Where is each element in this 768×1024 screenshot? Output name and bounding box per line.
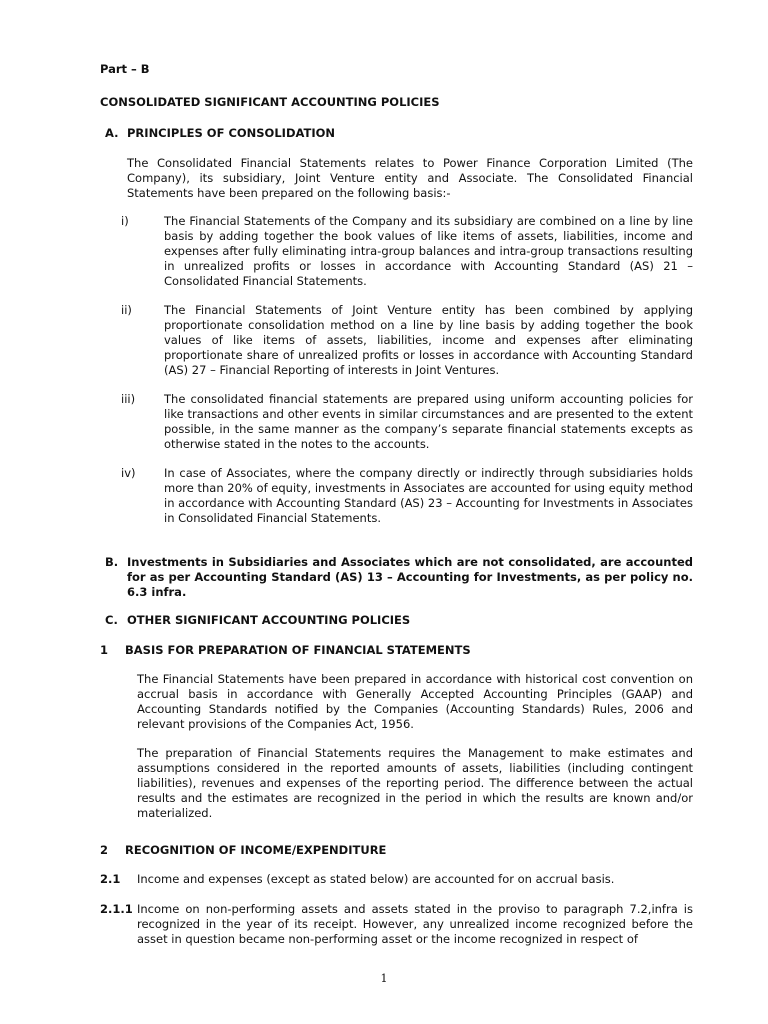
subsection-number: 2.1.1 <box>100 902 133 916</box>
section-c-marker: C. <box>105 613 118 627</box>
section-a-marker: A. <box>105 126 119 140</box>
list-item-text: In case of Associates, where the company directly or indirectly through subsidiaries holds more than 20% of equity, investments in Associates are accounted for using equity method in accordance with Accounting Standard (AS) 23 – Accounting for Investments in Associates in Consolidated Financial Statements. <box>164 466 693 525</box>
section-c-title: OTHER SIGNIFICANT ACCOUNTING POLICIES <box>127 613 411 627</box>
section-1-number: 1 <box>100 643 109 657</box>
subsection-number: 2.1 <box>100 872 121 886</box>
part-label: Part – B <box>100 62 150 76</box>
list-item-text: The Financial Statements of Joint Venture entity has been combined by applying proportionate consolidation method on a line by line basis by adding together the book values of like items of assets, liabilities, income and expenses after eliminating proportionate share of unrealized profits or losses in accordance with Accounting Standard (AS) 27 – Financial Reporting of interests in Joint Ventures. <box>164 303 693 377</box>
section-2-title: RECOGNITION OF INCOME/EXPENDITURE <box>125 843 387 857</box>
section-b-marker: B. <box>105 555 119 569</box>
section-a-intro: The Consolidated Financial Statements relates to Power Finance Corporation Limited (The Company), its subsidiary, Joint Venture entity and Associate. The Consolidated Financial Statements have been prepared on the following basis:- <box>127 156 693 200</box>
page-number: 1 <box>380 972 388 985</box>
section-1-paragraph-2: The preparation of Financial Statements requires the Management to make estimates and assumptions considered in the reported amounts of assets, liabilities (including contingent liabilities), revenues and expenses of the reporting period. The difference between the actual results and the estimates are recognized in the period in which the results are known and/or materialized. <box>137 746 693 820</box>
list-item-marker: iv) <box>121 466 136 480</box>
section-2-number: 2 <box>100 843 109 857</box>
subsection-text: Income and expenses (except as stated below) are accounted for on accrual basis. <box>137 872 615 886</box>
list-item-marker: iii) <box>121 392 136 406</box>
section-1-title: BASIS FOR PREPARATION OF FINANCIAL STATEMENTS <box>125 643 471 657</box>
section-b-text: Investments in Subsidiaries and Associates which are not consolidated, are accounted for as per Accounting Standard (AS) 13 – Accounting for Investments, as per policy no. 6.3 infra. <box>127 555 693 599</box>
subsection-text: Income on non-performing assets and assets stated in the proviso to paragraph 7.2,infra is recognized in the year of its receipt. However, any unrealized income recognized before the asset in question became non-performing asset or the income recognized in respect of <box>137 902 693 946</box>
section-1-paragraph-1: The Financial Statements have been prepared in accordance with historical cost convention on accrual basis in accordance with Generally Accepted Accounting Principles (GAAP) and Accounting Standards notified by the Companies (Accounting Standards) Rules, 2006 and relevant provisions of the Companies Act, 1956. <box>137 672 693 731</box>
list-item-text: The Financial Statements of the Company and its subsidiary are combined on a line by line basis by adding together the book values of like items of assets, liabilities, income and expenses after fully eliminating intra-group balances and intra-group transactions resulting in unrealized profits or losses in accordance with Accounting Standard (AS) 21 – Consolidated Financial Statements. <box>164 214 693 288</box>
list-item-text: The consolidated financial statements are prepared using uniform accounting policies for like transactions and other events in similar circumstances and are presented to the extent possible, in the same manner as the company’s separate financial statements excepts as otherwise stated in the notes to the accounts. <box>164 392 693 451</box>
main-title: CONSOLIDATED SIGNIFICANT ACCOUNTING POLICIES <box>100 95 440 109</box>
list-item-marker: i) <box>121 214 129 228</box>
section-a-title: PRINCIPLES OF CONSOLIDATION <box>127 126 336 140</box>
list-item-marker: ii) <box>121 303 132 317</box>
